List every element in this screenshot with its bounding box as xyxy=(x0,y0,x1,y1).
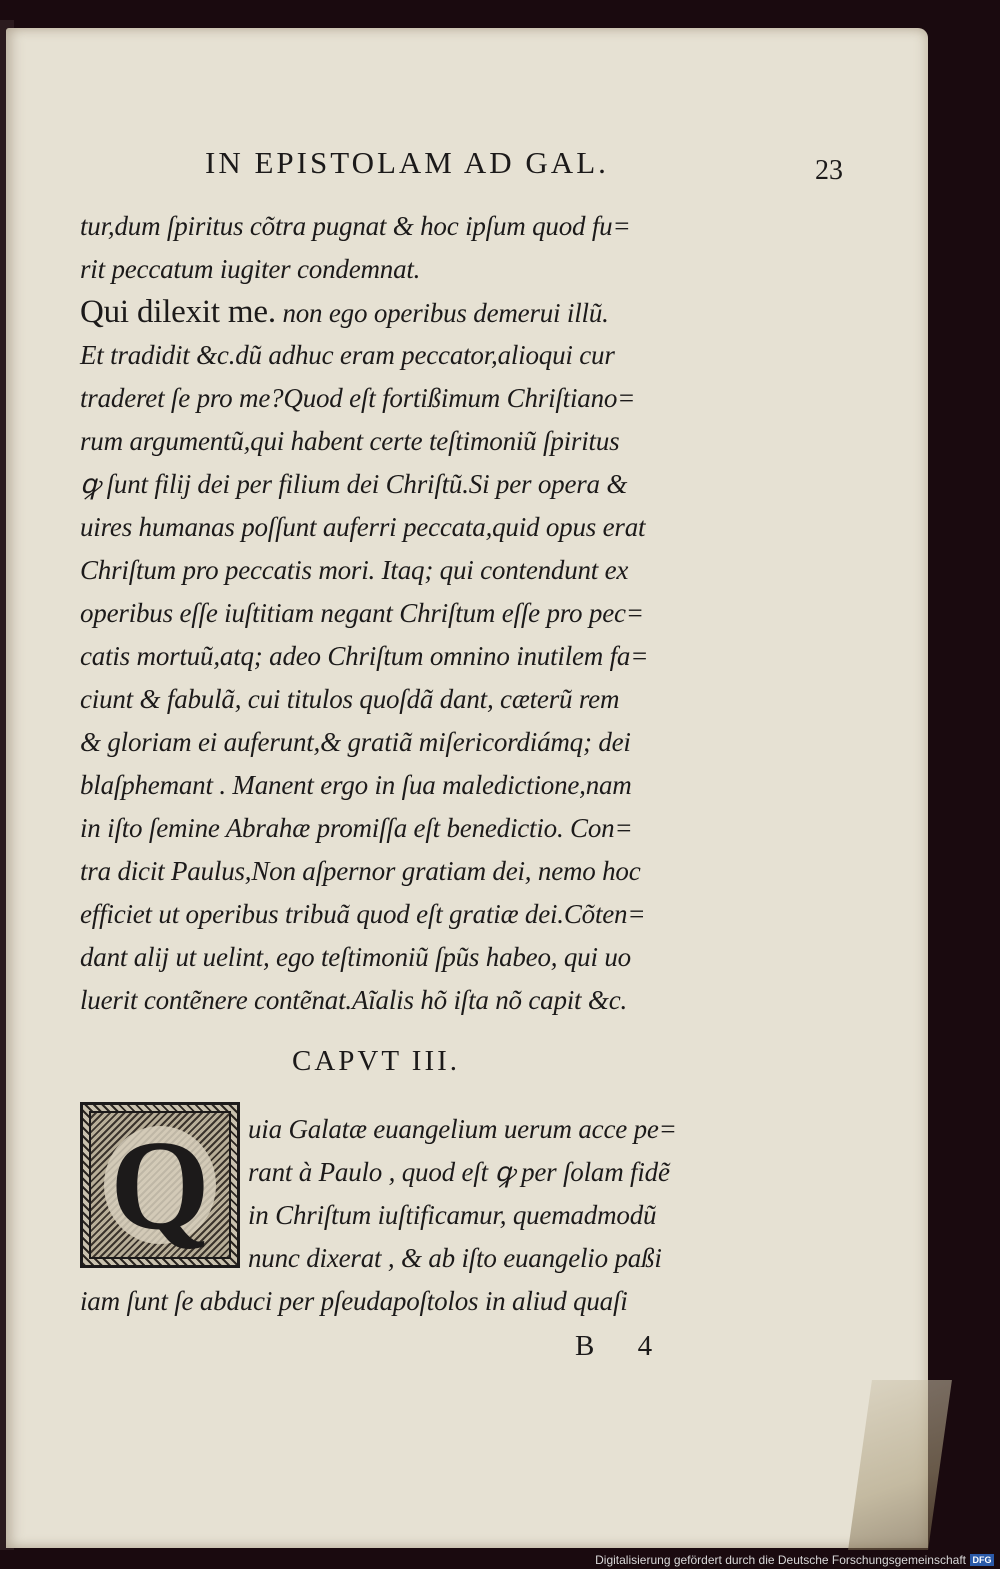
text-line: uires humanas poſſunt auferri peccata,quid opus erat xyxy=(80,512,646,542)
text-line: rum argumentũ,qui habent certe teſtimoniũ ſpiritus xyxy=(80,426,620,456)
text-line: traderet ſe pro me?Quod eſt fortißimum Chriſtiano= xyxy=(80,383,636,413)
text-line: dant alij ut uelint, ego teſtimoniũ ſpũs habeo, qui uo xyxy=(80,942,631,972)
text-line-with-lemma xyxy=(80,291,780,334)
text-line: blaſphemant . Manent ergo in ſua maledictione,nam xyxy=(80,770,632,800)
signature-mark: B 4 xyxy=(575,1330,671,1362)
text-line: uia Galatæ euangelium uerum acce pe= xyxy=(248,1114,677,1144)
text-line: in Chriſtum iuſtificamur, quemadmodũ xyxy=(248,1200,657,1230)
text-line: tur,dum ſpiritus cõtra pugnat & hoc ipſum quod fu= xyxy=(80,211,631,241)
text-line: iam ſunt ſe abduci per pſeudapoſtolos in aliud quaſi xyxy=(80,1286,628,1316)
text-line: efficiet ut operibus tribuã quod eſt gratiæ dei.Cõten= xyxy=(80,899,646,929)
text-line: rant à Paulo , quod eſt ꝙ per ſolam fidẽ xyxy=(248,1157,670,1187)
initial-paragraph xyxy=(248,1108,778,1280)
decorated-initial xyxy=(80,1102,240,1268)
text-line: rit peccatum iugiter condemnat. xyxy=(80,254,421,284)
chapter-heading: CAPVT III. xyxy=(292,1045,461,1077)
page-number: 23 xyxy=(815,155,843,186)
text-line: operibus eſſe iuſtitiam negant Chriſtum eſſe pro pec= xyxy=(80,598,644,628)
lemma: Qui dilexit me. xyxy=(80,294,276,330)
text-line: catis mortuũ,atq; adeo Chriſtum omnino inutilem fa= xyxy=(80,641,649,671)
text-line: nunc dixerat , & ab iſto euangelio paßi xyxy=(248,1243,662,1273)
running-head: IN EPISTOLAM AD GAL. xyxy=(205,145,609,180)
initial-ornament xyxy=(89,1111,231,1259)
text-line: Chriſtum pro peccatis mori. Itaq; qui contendunt ex xyxy=(80,555,629,585)
body-text xyxy=(80,205,780,1022)
text-line: ꝙ ſunt filij dei per filium dei Chriſtũ.Si per opera & xyxy=(80,469,628,499)
text-line: non ego operibus demerui illũ. xyxy=(282,298,609,328)
funding-credit: Digitalisierung gefördert durch die Deutsche Forschungsgemeinschaft xyxy=(595,1553,966,1567)
dfg-logo: DFG xyxy=(970,1554,994,1566)
text-line: in iſto ſemine Abrahæ promiſſa eſt benedictio. Con= xyxy=(80,813,633,843)
text-line: luerit contẽnere contẽnat.Aĩalis hõ iſta nõ capit &c. xyxy=(80,985,628,1015)
initial-letter: Q xyxy=(104,1126,216,1244)
text-line: & gloriam ei auferunt,& gratiã miſericordiámq; dei xyxy=(80,727,631,757)
text-line: ciunt & fabulã, cui titulos quoſdã dant, cæterũ rem xyxy=(80,684,620,714)
final-line-wrapper xyxy=(80,1280,628,1323)
text-line: Et tradidit &c.dũ adhuc eram peccator,alioqui cur xyxy=(80,340,615,370)
text-line: tra dicit Paulus,Non aſpernor gratiam dei, nemo hoc xyxy=(80,856,641,886)
